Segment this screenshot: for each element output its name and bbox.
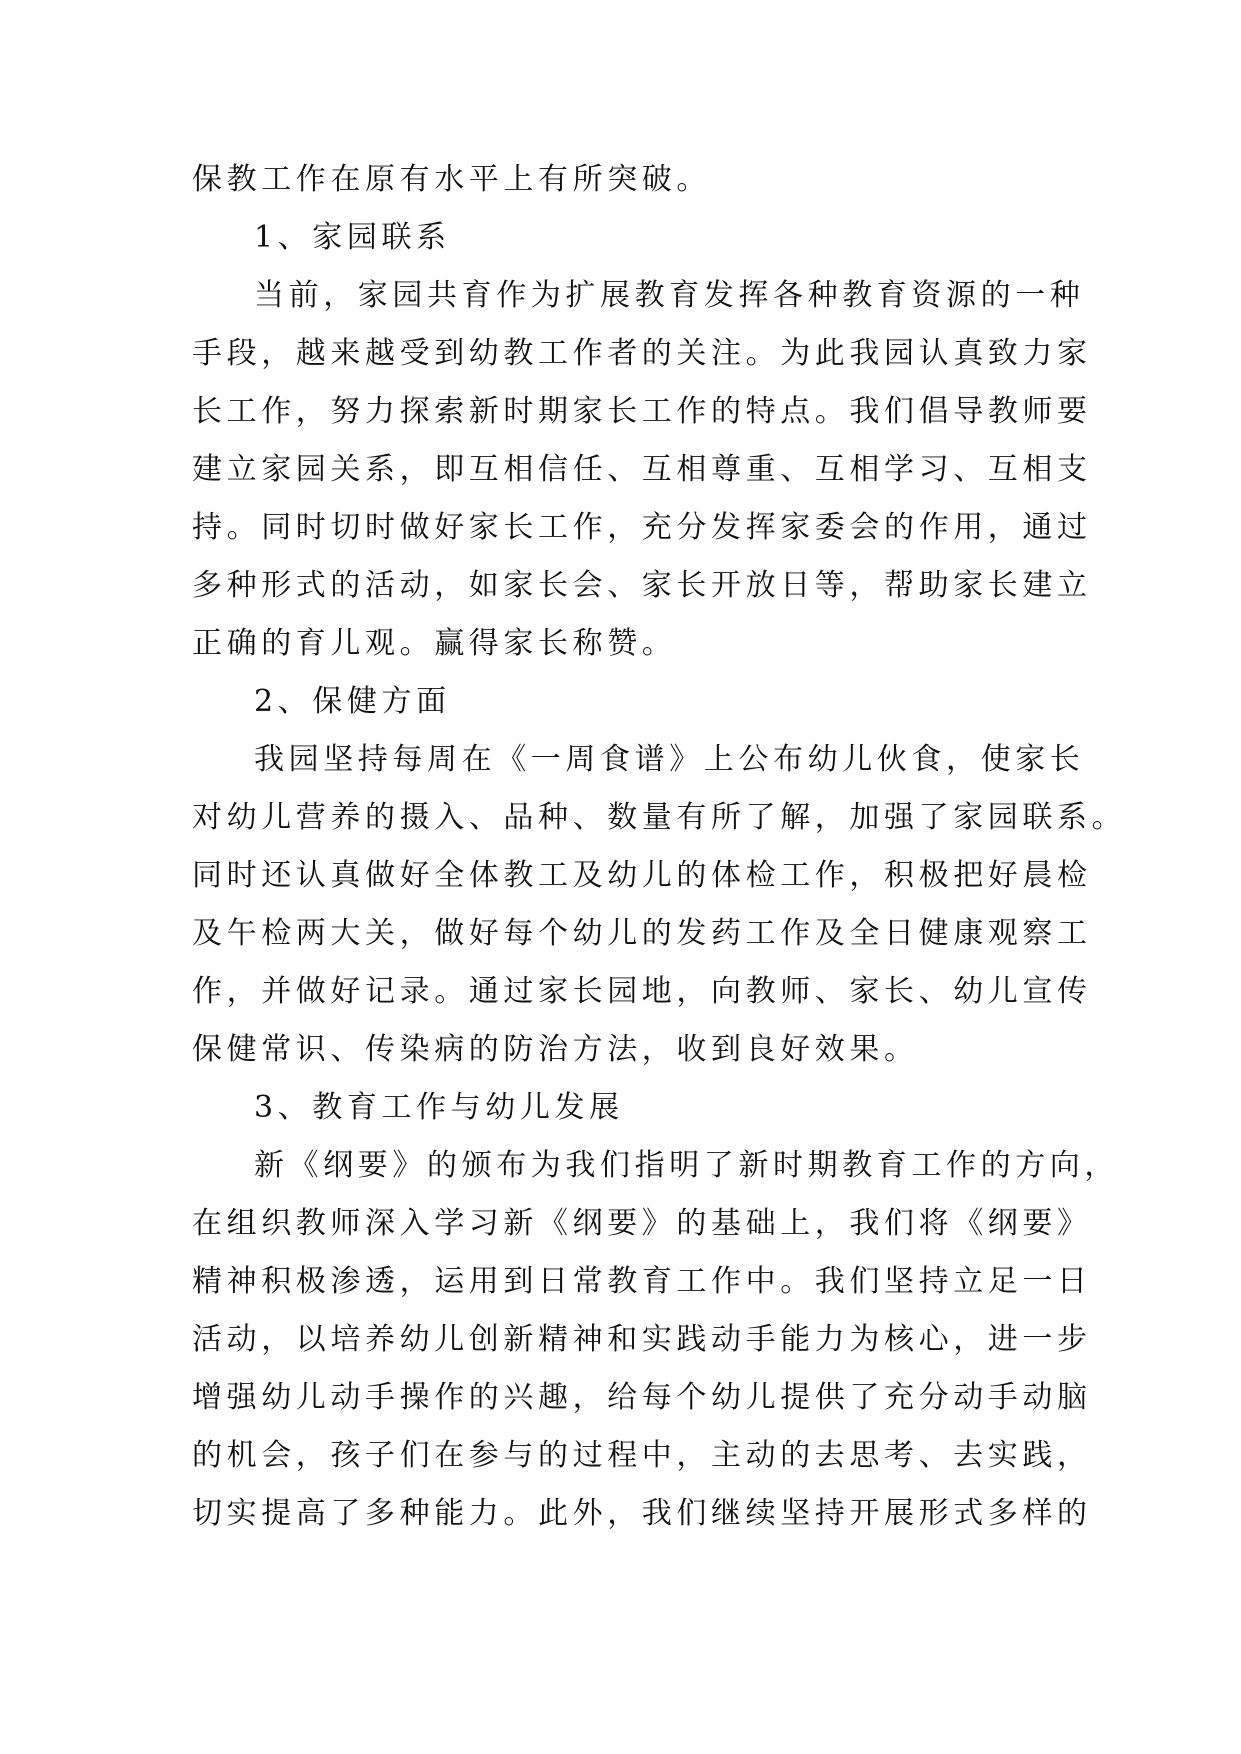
text-line: 保教工作在原有水平上有所突破。 (192, 162, 711, 197)
paragraph-line: 持。同时切时做好家长工作，充分发挥家委会的作用，通过 (192, 510, 1092, 545)
paragraph-line: 新《纲要》的颁布为我们指明了新时期教育工作的方向， (254, 1148, 1119, 1183)
paragraph-line: 我园坚持每周在《一周食谱》上公布幼儿伙食，使家长 (254, 742, 1085, 777)
paragraph-line: 在组织教师深入学习新《纲要》的基础上，我们将《纲要》 (192, 1206, 1092, 1241)
section-heading: 1、家园联系 (254, 220, 451, 255)
paragraph-line: 当前，家园共育作为扩展教育发挥各种教育资源的一种 (254, 278, 1085, 313)
paragraph-line: 的机会，孩子们在参与的过程中，主动的去思考、去实践， (192, 1438, 1092, 1473)
paragraph-line: 切实提高了多种能力。此外，我们继续坚持开展形式多样的 (192, 1496, 1092, 1531)
paragraph-line: 及午检两大关，做好每个幼儿的发药工作及全日健康观察工 (192, 916, 1092, 951)
paragraph-line: 同时还认真做好全体教工及幼儿的体检工作，积极把好晨检 (192, 858, 1092, 893)
paragraph-line: 多种形式的活动，如家长会、家长开放日等，帮助家长建立 (192, 568, 1092, 603)
paragraph-line: 作，并做好记录。通过家长园地，向教师、家长、幼儿宣传 (192, 974, 1092, 1009)
section-heading: 3、教育工作与幼儿发展 (254, 1090, 624, 1125)
paragraph-line: 建立家园关系，即互相信任、互相尊重、互相学习、互相支 (192, 452, 1092, 487)
paragraph-line: 保健常识、传染病的防治方法，收到良好效果。 (192, 1032, 919, 1067)
paragraph-line: 增强幼儿动手操作的兴趣，给每个幼儿提供了充分动手动脑 (192, 1380, 1092, 1415)
paragraph-line: 对幼儿营养的摄入、品种、数量有所了解，加强了家园联系。 (192, 800, 1127, 835)
paragraph-line: 正确的育儿观。赢得家长称赞。 (192, 626, 677, 661)
section-heading: 2、保健方面 (254, 684, 451, 719)
paragraph-line: 手段，越来越受到幼教工作者的关注。为此我园认真致力家 (192, 336, 1092, 371)
paragraph-line: 长工作，努力探索新时期家长工作的特点。我们倡导教师要 (192, 394, 1092, 429)
paragraph-line: 活动，以培养幼儿创新精神和实践动手能力为核心，进一步 (192, 1322, 1092, 1357)
paragraph-line: 精神积极渗透，运用到日常教育工作中。我们坚持立足一日 (192, 1264, 1092, 1299)
